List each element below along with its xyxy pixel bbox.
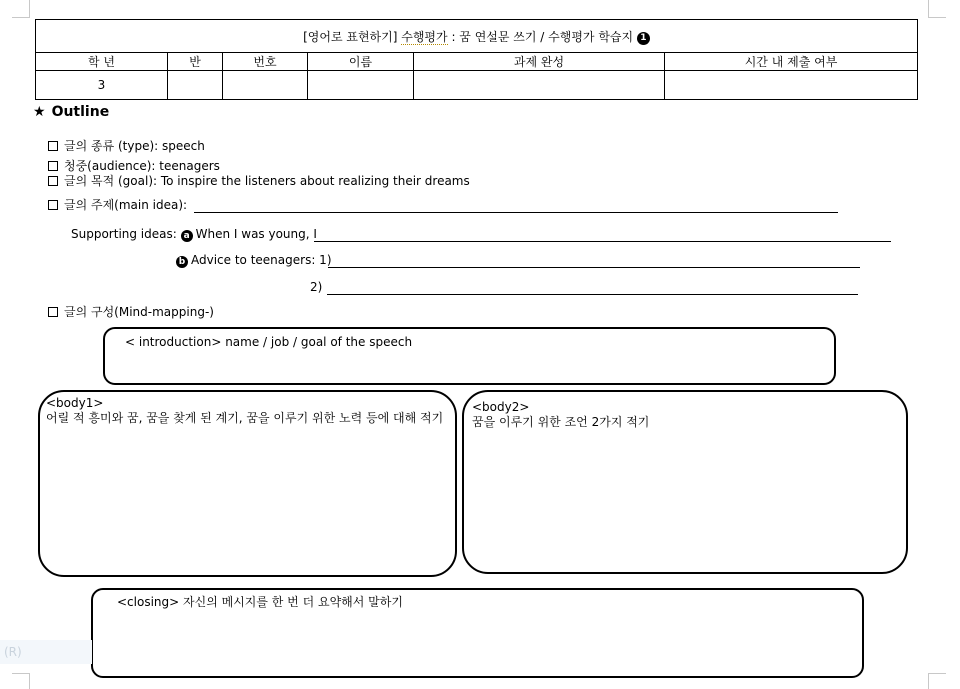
title-suffix: : 꿈 연설문 쓰기 / 수행평가 학습지 [447, 29, 634, 44]
circled-b-badge: b [176, 256, 188, 268]
column-header-class: 반 [168, 53, 223, 71]
closing-text: <closing> 자신의 메시지를 한 번 더 요약해서 말하기 [117, 595, 403, 609]
outline-item-type [48, 139, 205, 154]
outline-item-goal-text: 글의 목적 (goal): To inspire the listeners about realizing their dreams [64, 174, 470, 188]
outline-item-structure [48, 305, 214, 320]
supporting-b2-answer-line[interactable] [327, 294, 858, 295]
title-prefix: [영어로 표현하기] [303, 29, 398, 44]
introduction-text: < introduction> name / job / goal of the speech [125, 335, 413, 349]
outline-item-audience [48, 159, 220, 174]
outline-item-structure-text: 글의 구성(Mind-mapping-) [64, 305, 214, 319]
outline-item-main-idea-text: 글의 주제(main idea): [64, 198, 188, 212]
cell-class[interactable] [168, 71, 223, 100]
outline-item-audience-text: 청중(audience): teenagers [64, 159, 220, 173]
supporting-ideas-label: Supporting ideas: [71, 227, 177, 241]
title-main: 수행평가 [401, 29, 448, 44]
supporting-a-text: When I was young, I [195, 227, 317, 241]
body1-box[interactable] [38, 390, 457, 577]
checkbox-icon[interactable] [48, 176, 58, 186]
cell-number[interactable] [223, 71, 308, 100]
crop-mark-top-left [12, 0, 30, 18]
cell-grade[interactable]: 3 [36, 71, 168, 100]
closing-box[interactable] [91, 588, 864, 678]
title-number-badge: 1 [637, 32, 650, 45]
main-idea-answer-line[interactable] [194, 212, 838, 213]
column-header-submission: 시간 내 제출 여부 [665, 53, 918, 71]
column-header-number: 번호 [223, 53, 308, 71]
supporting-b-text: Advice to teenagers: 1) [191, 253, 332, 267]
column-header-completion: 과제 완성 [414, 53, 665, 71]
cell-name[interactable] [308, 71, 414, 100]
supporting-ideas-b [176, 253, 332, 268]
body2-title: <body2> [472, 400, 530, 414]
checkbox-icon[interactable] [48, 200, 58, 210]
outline-item-main-idea [48, 198, 187, 213]
body1-title: <body1> [46, 396, 104, 410]
supporting-ideas-a [71, 227, 317, 242]
column-header-grade: 학 년 [36, 53, 168, 71]
crop-mark-top-right [928, 0, 946, 18]
header-table [35, 19, 918, 100]
body2-box[interactable] [462, 390, 908, 574]
document-title [36, 20, 918, 53]
supporting-b2-text: 2) [310, 280, 323, 294]
crop-mark-bottom-right [928, 673, 946, 689]
circled-a-badge: a [181, 230, 193, 242]
crop-mark-bottom-left [12, 673, 30, 689]
supporting-a-answer-line[interactable] [314, 241, 891, 242]
introduction-box[interactable] [103, 327, 836, 385]
checkbox-icon[interactable] [48, 307, 58, 317]
outline-item-type-text: 글의 종류 (type): speech [64, 139, 205, 153]
outline-item-goal [48, 174, 470, 189]
supporting-b1-answer-line[interactable] [328, 267, 860, 268]
cell-completion[interactable] [414, 71, 665, 100]
body2-text: 꿈을 이루기 위한 조언 2가지 적기 [472, 415, 650, 429]
supporting-ideas-b2 [310, 280, 322, 295]
outline-heading [33, 104, 109, 120]
column-header-name: 이름 [308, 53, 414, 71]
body1-text: 어릴 적 흥미와 꿈, 꿈을 찾게 된 계기, 꿈을 이루기 위한 노력 등에 대해 적기 [46, 411, 444, 425]
star-icon: ★ [33, 104, 46, 120]
cell-submission[interactable] [665, 71, 918, 100]
faded-label: (R) [0, 640, 92, 664]
checkbox-icon[interactable] [48, 141, 58, 151]
checkbox-icon[interactable] [48, 161, 58, 171]
outline-heading-text: Outline [51, 104, 110, 120]
